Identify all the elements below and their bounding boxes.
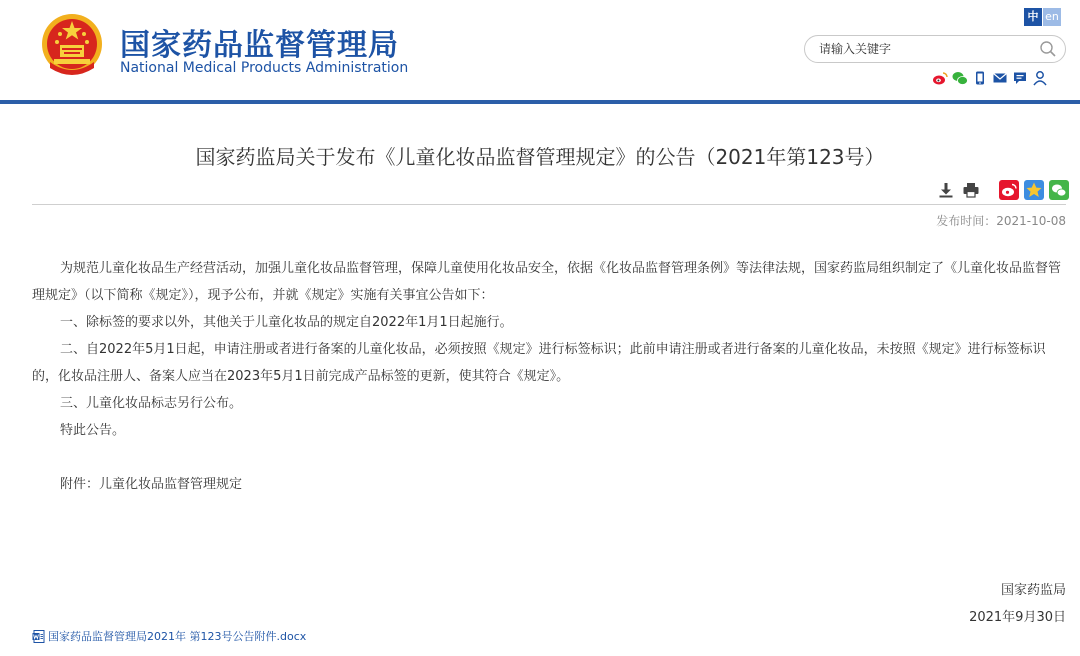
language-chinese-button[interactable]: 中	[1024, 8, 1042, 26]
weibo-share-icon[interactable]	[999, 180, 1019, 200]
tool-spacer	[986, 180, 994, 200]
qzone-share-icon[interactable]	[1024, 180, 1044, 200]
national-emblem-icon	[40, 12, 104, 76]
article-title: 国家药监局关于发布《儿童化妆品监督管理规定》的公告（2021年第123号）	[195, 145, 885, 169]
attachment-label: 附件：儿童化妆品监督管理规定	[60, 477, 243, 492]
social-links	[932, 70, 1048, 86]
mail-icon[interactable]	[992, 70, 1008, 86]
signature-org: 国家药监局	[1000, 583, 1066, 598]
site-header	[0, 0, 1080, 104]
paragraph-item-1: 一、除标签的要求以外，其他关于儿童化妆品的规定自2022年1月1日起施行。	[60, 315, 513, 330]
signature-date: 2021年9月30日	[969, 610, 1066, 625]
site-name-en[interactable]: National Medical Products Administration	[120, 60, 409, 76]
word-document-icon	[32, 630, 45, 643]
print-icon[interactable]	[961, 180, 981, 200]
attachment-filename[interactable]: 国家药品监督管理局2021年 第123号公告附件.docx	[48, 630, 307, 643]
header-divider	[0, 100, 1080, 104]
mobile-icon[interactable]	[972, 70, 988, 86]
paragraph-item-2: 二、自2022年5月1日起，申请注册或者进行备案的儿童化妆品，必须按照《规定》进行标签标识；此前申请注册或者进行备案的儿童化妆品，未按照《规定》进行标签标识的，化妆品注册人、备案人应当在2023年5月1日前完成产品标签的更新，使其符合《规定》。	[32, 342, 1046, 384]
paragraph-intro: 为规范儿童化妆品生产经营活动，加强儿童化妆品监督管理，保障儿童使用化妆品安全，依据《化妆品监督管理条例》等法律法规，国家药监局组织制定了《儿童化妆品监督管理规定》（以下简称《规定》），现予公布，并就《规定》实施有关事宜公告如下：	[32, 261, 1062, 303]
weibo-icon[interactable]	[932, 70, 948, 86]
message-icon[interactable]	[1012, 70, 1028, 86]
search-input[interactable]	[819, 40, 1029, 58]
attachment-download-link[interactable]	[32, 628, 306, 644]
publish-date: 发布时间：2021-10-08	[936, 214, 1066, 228]
search-icon[interactable]	[1039, 40, 1057, 58]
search-box	[804, 35, 1066, 63]
article-tools	[936, 180, 1069, 200]
wechat-share-icon[interactable]	[1049, 180, 1069, 200]
article-body	[32, 255, 1068, 498]
title-divider	[32, 204, 1066, 205]
language-english-button[interactable]: en	[1043, 8, 1061, 26]
download-icon[interactable]	[936, 180, 956, 200]
paragraph-closing: 特此公告。	[60, 423, 126, 438]
user-icon[interactable]	[1032, 70, 1048, 86]
paragraph-item-3: 三、儿童化妆品标志另行公布。	[60, 396, 243, 411]
wechat-icon[interactable]	[952, 70, 968, 86]
site-name-cn[interactable]: 国家药品监督管理局	[120, 28, 399, 63]
